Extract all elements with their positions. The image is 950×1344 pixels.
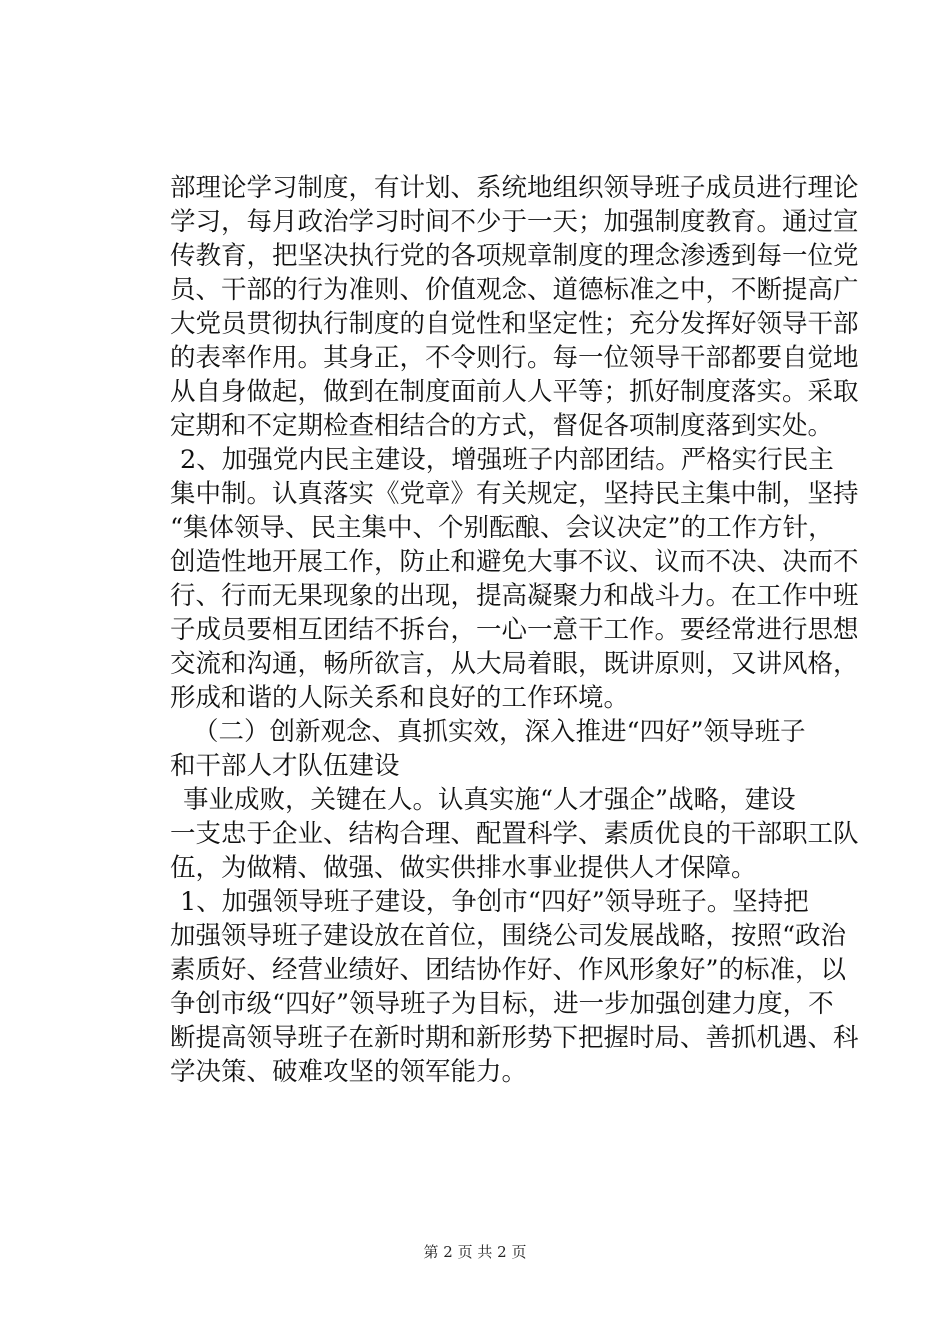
- text-line: 集中制。认真落实《党章》有关规定，坚持民主集中制，坚持: [170, 479, 859, 509]
- text-line: 断提高领导班子在新时期和新形势下把握时局、善抓机遇、科: [170, 1023, 859, 1053]
- text-line: 形成和谐的人际关系和良好的工作环境。: [170, 683, 630, 713]
- text-line: 的表率作用。其身正，不令则行。每一位领导干部都要自觉地: [170, 343, 859, 373]
- page-number-footer: 第 2 页 共 2 页: [423, 1243, 527, 1261]
- text-line: 2、加强党内民主建设，增强班子内部团结。严格实行民主: [180, 445, 834, 475]
- section-heading-line: 和干部人才队伍建设: [170, 751, 400, 781]
- text-line: 加强领导班子建设放在首位，围绕公司发展战略，按照“政治: [170, 921, 847, 951]
- text-line: 创造性地开展工作，防止和避免大事不议、议而不决、决而不: [170, 547, 859, 577]
- text-line: 素质好、经营业绩好、团结协作好、作风形象好”的标准，以: [170, 955, 847, 985]
- text-line: 交流和沟通，畅所欲言，从大局着眼，既讲原则，又讲风格，: [170, 649, 859, 679]
- text-line: 一支忠于企业、结构合理、配置科学、素质优良的干部职工队: [170, 819, 859, 849]
- text-line: 伍，为做精、做强、做实供排水事业提供人才保障。: [170, 853, 757, 883]
- text-line: 传教育，把坚决执行党的各项规章制度的理念渗透到每一位党: [170, 241, 859, 271]
- text-line: 学决策、破难攻坚的领军能力。: [170, 1057, 528, 1087]
- text-line: 从自身做起，做到在制度面前人人平等；抓好制度落实。采取: [170, 377, 859, 407]
- text-line: 子成员要相互团结不拆台，一心一意干工作。要经常进行思想: [170, 615, 859, 645]
- text-line: 1、加强领导班子建设，争创市“四好”领导班子。坚持把: [180, 887, 809, 917]
- text-line: 定期和不定期检查相结合的方式，督促各项制度落到实处。: [170, 411, 834, 441]
- text-line: 事业成败，关键在人。认真实施“人才强企”战略，建设: [183, 785, 796, 815]
- text-line: 学习，每月政治学习时间不少于一天；加强制度教育。通过宣: [170, 207, 859, 237]
- text-line: 行、行而无果现象的出现，提高凝聚力和战斗力。在工作中班: [170, 581, 859, 611]
- text-line: 员、干部的行为准则、价值观念、道德标准之中，不断提高广: [170, 275, 859, 305]
- text-line: 大党员贯彻执行制度的自觉性和坚定性；充分发挥好领导干部: [170, 309, 859, 339]
- text-line: 部理论学习制度，有计划、系统地组织领导班子成员进行理论: [170, 173, 859, 203]
- section-heading-line: （二）创新观念、真抓实效，深入推进“四好”领导班子: [193, 717, 806, 747]
- text-line: “集体领导、民主集中、个别酝酿、会议决定”的工作方针，: [170, 513, 834, 543]
- text-line: 争创市级“四好”领导班子为目标，进一步加强创建力度，不: [170, 989, 834, 1019]
